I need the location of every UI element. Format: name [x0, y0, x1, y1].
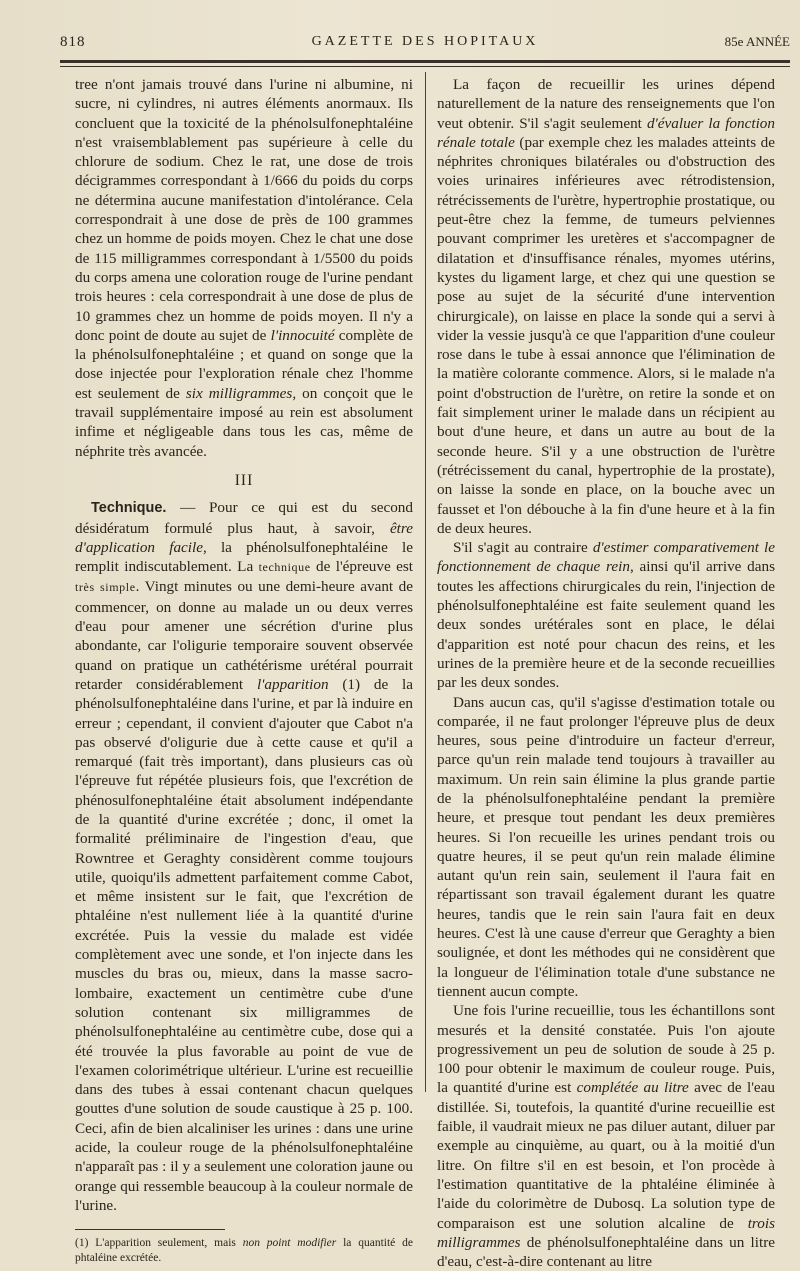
left-column [75, 75, 413, 1266]
page-header [60, 34, 790, 56]
paragraph: tree n'ont jamais trouvé dans l'urine ni albumine, ni sucre, ni cylindres, ni autres éléments anormaux. Ils concluent que la toxicité de la phénolsulfonephtaléine n'est vraisemblablement pas supérieure à celle du chlorure de sodium. Chez le rat, une dose de trois décigrammes correspondant à 1/666 du poids du corps ne détermina aucune manifestation d'intolérance. Cela correspondrait à une dose de près de 100 grammes chez un homme de poids moyen. Chez le chat une dose de 115 milligrammes correspondant à 1/5500 du poids du corps amena une coloration rouge de l'urine pendant trois heures : cela correspondrait à une dose de plus de 10 grammes chez un homme de poids moyen. Il n'y a donc point de doute au sujet de l'innocuité complète de la phénolsulfonephtaléine ; et quand on songe que la dose injectée pour l'exploration rénale chez l'homme est seulement de six milligrammes, on conçoit que le travail supplémentaire imposé au rein est absolument infime et négligeable dans tous les cas, même de néphrite très avancée. [75, 76, 414, 460]
paragraph: Une fois l'urine recueillie, tous les échantillons sont mesurés et la densité constatée. Puis l'on ajoute progressivement un peu de solution de soude à 25 p. 100 pour obtenir le maximum de couleur rouge. Puis, la quantité d'urine est complétée au litre avec de l'eau distillée. Si, toutefois, la quantité d'urine recueillie est faible, il vaudrait mieux ne pas diluer autant, diluer par exemple au cinquième, au quart, ou à la moitié d'un litre. On filtre s'il en est besoin, et l'on procède à l'estimation quantitative de la phtaléine éliminée à l'aide du colorimètre de Dubosq. La solution type de comparaison est une solution alcaline de trois milligrammes de phénolsulfonephtaléine dans un litre d'eau, c'est-à-dire contenant au litre [437, 1002, 776, 1271]
right-column [437, 75, 775, 1271]
column-divider [425, 72, 426, 1092]
paragraph: Dans aucun cas, qu'il s'agisse d'estimation totale ou comparée, il ne faut prolonger l'épreuve plus de deux heures, sous peine d'introduire un facteur d'erreur, parce qu'un rein malade tend toujours à travailler au maximum. Un rein sain élimine la plus grande partie de la phénolsulfonephtaléine pendant la première heure, et presque tout pendant les deux premières heures. Si l'on recueille les urines pendant trois ou quatre heures, il se peut qu'un rein malade élimine autant qu'un rein sain, seulement il l'aura fait en répartissant son travail également durant les quatre heures, tandis que le rein sain l'aura fait en deux heures. C'est là une cause d'erreur que Geraghty a bien soulignée, et dont les méthodes qui ne considèrent que la longueur de l'élimination totale d'une substance ne tiennent aucun compte. [437, 693, 775, 1000]
section-heading: III [234, 471, 254, 489]
page-number: 818 [60, 34, 86, 50]
paragraph: S'il s'agit au contraire d'estimer comparativement le fonctionnement de chaque rein, ainsi qu'il arrive dans toutes les affections chirurgicales du rein, l'injection de phénolsulfonephtaléine est faite seulement quand les deux sondes urétérales sont en place, le délai d'apparition est noté pour chacun des reins, et les urines de la première heure et de la seconde recueillies par les deux sondes. [437, 539, 776, 692]
footnote-rule [75, 1229, 225, 1230]
footnote: (1) L'apparition seulement, mais non point modifier la quantité de phtaléine excrétée. [75, 1237, 413, 1265]
journal-title: GAZETTE DES HOPITAUX [311, 34, 539, 49]
paragraph: Technique. — Pour ce qui est du second désidératum formulé plus haut, à savoir, être d'application facile, la phénolsulfonephtaléine le remplit indiscutablement. La technique de l'épreuve est très simple. Vingt minutes ou une demi-heure avant de commencer, on donne au malade un ou deux verres d'eau pour amener une sécrétion d'urine plus abondante, car l'oligurie temporaire souvent observée quand on pratique un cathétérisme urétéral pourrait retarder considérablement l'apparition (1) de la phénolsulfonephtaléine dans l'urine, et par là induire en erreur ; cependant, il convient d'ajouter que Cabot n'a pas observé d'oligurie due à cette cause et qu'il a remarqué (fait très important), dans plusieurs cas où l'épreuve fut répétée plusieurs fois, que l'excrétion de phénosulfonephtaléine était absolument indépendante de la quantité d'urine excrétée ; donc, il omet la formalité préliminaire de l'ingestion d'eau, que Rowntree et Geraghty considèrent comme toujours utile, quoiqu'ils admettent parfaitement comme Cabot, et même insistent sur le fait, que l'excrétion de phtaléine n'est nullement liée à la quantité d'urine excrétée. Puis la vessie du malade est vidée complètement avec une sonde, et l'on injecte dans les muscles du bras ou, mieux, dans la masse sacro-lombaire, exactement un centimètre cube d'une solution contenant six milligrammes de phénolsulfonephtaléine au centimètre cube, dose qui a été trouvée la plus favorable au point de vue de l'examen colorimétrique ultérieur. L'urine est recueillie dans des tubes à essai contenant chacun quelques gouttes d'une solution de soude caustique à 25 p. 100. Ceci, afin de bien alcaliniser les urines : dans une urine acide, la couleur rouge de la phénolsulfonephtaléine n'apparaît pas : il y a seulement une coloration jaune ou orange qui ressemble beaucoup à la couleur normale de l'urine. [75, 499, 413, 1214]
header-rule-thin [60, 66, 790, 67]
header-rule-thick [60, 60, 790, 63]
year-label: 85e ANNÉE [724, 34, 790, 49]
paragraph: La façon de recueillir les urines dépend naturellement de la nature des renseignements que l'on veut obtenir. S'il s'agit seulement d'évaluer la fonction rénale totale (par exemple chez les malades atteints de néphrites chroniques bilatérales ou d'obstruction des voies urinaires inférieures avec rétrodistension, rétrécissements de l'urètre, hypertrophie prostatique, ou peut-être chez la femme, de tumeurs pelviennes pouvant comprimer les uretères et s'accompagner de dilatation et d'insuffisance rénales, myomes utérins, kystes du ligament large, et chez qui une question se pose au sujet de la sécurité d'une intervention chirurgicale), on laisse en place la sonde qui a servi à vider la vessie jusqu'à ce que l'apparition d'une couleur rose dans le tube à essai annonce que l'élimination de la matière colorante commence. Alors, si le malade n'a point d'obstruction de l'urètre, on retire la sonde et on fait simplement uriner le malade dans un récipient au bout d'une heure, et dans un autre au bout de la seconde heure. S'il y a une obstruction de l'urètre (rétrécissement du canal, hypertrophie de la prostate), on laisse la sonde en place, on la bouche avec un fausset et l'on débouche à la fin d'une heure et à la fin de deux heures. [437, 76, 776, 537]
technique-label: Technique. [91, 500, 167, 517]
